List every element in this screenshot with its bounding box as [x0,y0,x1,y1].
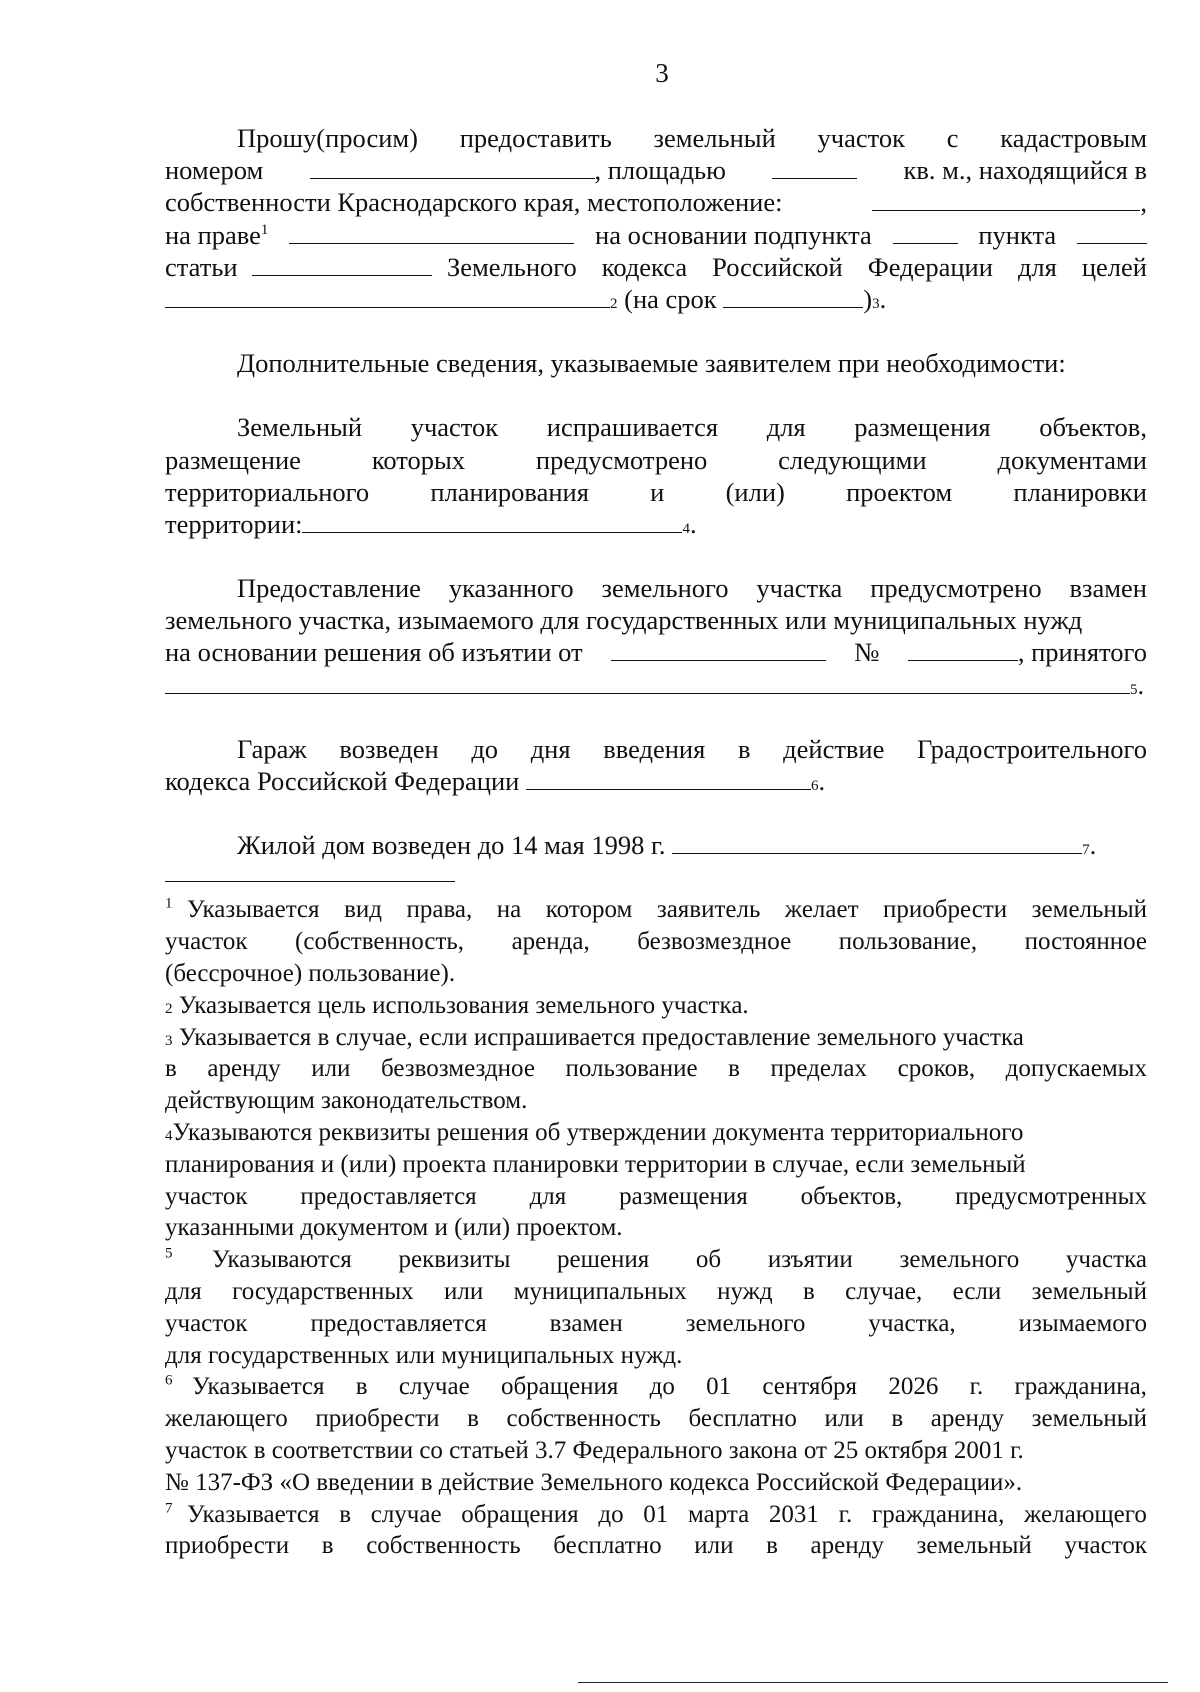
word: для [165,1277,202,1305]
word: предоставить [459,123,612,153]
word: 2026 [888,1373,939,1401]
text: . [818,766,826,796]
footnote-mark: 5 [165,1245,173,1262]
word: нужд [717,1277,773,1305]
decision-number-blank [908,638,1018,661]
word: безвозмездное [380,1055,535,1083]
word: 01 [706,1373,732,1401]
word: в [355,1373,368,1401]
word: желающего [165,1405,288,1433]
footnote-line [165,1371,1147,1403]
word: до [649,1373,675,1401]
word: возведен [339,733,439,764]
word: участок [817,123,905,153]
footnote-line [165,1467,1147,1499]
footnote-line: 2 Указывается цель использования земельного участка. [165,990,1147,1022]
word: участок [165,928,248,956]
word: размещение [165,444,301,475]
word: участка [1065,1246,1147,1274]
word: обращения [500,1373,619,1401]
garage-line-1 [165,733,1147,765]
word: аренда, [511,928,590,956]
word: 01 [643,1500,669,1528]
word: желает [784,896,859,924]
word: государственных [232,1277,414,1305]
replacement-line-2 [165,604,1147,636]
word: предоставляется [300,1182,477,1210]
text: номером [165,155,264,186]
text: Указываются реквизиты решения об утверждении документа территориального [172,1118,1024,1146]
text: Дополнительные сведения, указываемые заявителем при необходимости: [237,348,1066,379]
text: . [689,508,697,539]
footnote-line [165,1149,1147,1181]
purpose-blank [165,285,610,308]
planning-line-1 [165,411,1147,443]
word: случае [398,1373,470,1401]
text: , принятого [1017,637,1147,668]
word: аренду [930,1405,1005,1433]
text: участок в соответствии со статьей 3.7 Федерального закона от 25 октября 2001 г. [165,1436,1024,1464]
planning-docs-blank [302,510,682,533]
request-line-5 [165,251,1147,283]
word: права, [406,896,473,924]
word: размещения [619,1182,748,1210]
point-blank [1077,221,1147,244]
word: в [728,1055,740,1083]
word: обращения [461,1500,579,1528]
word: до [598,1500,624,1528]
word: предусмотренных [955,1182,1147,1210]
word: испрашивается [546,412,719,443]
word: бесплатно [553,1532,662,1560]
decision-date-blank [611,638,826,661]
word: земельного [899,1246,1020,1274]
word: Указывается [192,1373,325,1401]
text: на основании решения об изъятии от [165,637,583,668]
text: действующим законодательством. [165,1087,528,1115]
word: или [444,1277,484,1305]
replacement-line-3 [165,636,1147,668]
area-blank [772,156,857,179]
footnote-line [165,1181,1147,1213]
word: предоставляется [310,1309,487,1337]
word: об [695,1246,722,1274]
page-number: 3 [655,58,669,88]
footnote-line [165,1499,1147,1531]
footnote-line [165,894,1147,926]
word: в [467,1405,479,1433]
word: Земельного [447,251,577,282]
word: пользование [565,1055,698,1083]
text: (на срок [624,283,717,314]
word: гражданина, [871,1500,1005,1528]
footnote-line: 4 Указываются реквизиты решения об утверждении документа территориального [165,1117,1147,1149]
word: в [321,1532,334,1560]
additional-info-heading [165,347,1147,379]
word: для [1017,251,1057,282]
word: приобрести [883,896,1008,924]
word: Градостроительного [917,733,1147,764]
word: целей [1081,251,1147,282]
word: собственность [366,1532,521,1560]
word: для [529,1182,567,1210]
word: в [802,1277,815,1305]
replacement-line-1 [165,572,1147,604]
word: реквизиты [398,1246,511,1274]
planning-line-3 [165,476,1147,508]
text: кв. м., находящийся в [903,155,1147,186]
text: земельного участка, изымаемого для государственных или муниципальных нужд [165,605,1083,636]
text: кодекса Российской Федерации [165,766,520,796]
replacement-line-4: 5 . [165,669,1147,701]
footnote-line [165,1435,1147,1467]
word: г. [969,1373,984,1401]
word: Гараж [237,733,307,764]
word: приобрести [315,1405,440,1433]
word: пользование, [838,928,978,956]
word: решения [557,1246,650,1274]
word: проектом [846,476,953,507]
word: случае, [845,1277,923,1305]
word: и [650,476,665,507]
word: земельного [685,1309,806,1337]
text: планирования и (или) проекта планировки территории в случае, если земельный [165,1150,1026,1178]
word: введения [603,733,706,764]
text: . [1089,830,1097,861]
word: кодекса [601,251,688,282]
footnote-4 [165,1117,1147,1244]
document-body [165,122,1147,1562]
text: пункта [978,219,1057,250]
word: сроков, [897,1055,976,1083]
garage-blank [526,767,811,790]
word: земельный [1031,1405,1147,1433]
word: объектов, [800,1182,903,1210]
word: участок [410,412,499,443]
word: котором [545,896,633,924]
garage-line-2: кодекса Российской Федерации 6 . [165,766,826,796]
word: участок [1064,1532,1147,1560]
word: Указывается [187,1500,320,1528]
word: предусмотрено [870,573,1042,604]
footnote-ref: 1 [260,221,269,238]
house-blank [672,831,1082,854]
word: земельного [601,573,729,604]
term-blank [723,285,863,308]
word: вид [344,896,382,924]
word: документами [997,444,1147,475]
footnote-line [165,1340,1147,1372]
location-blank [872,188,1140,211]
word: объектов, [1039,412,1147,443]
footnote-mark: 7 [165,1500,173,1517]
text: , площадью [594,155,726,186]
request-line-6: 2 (на срок ) 3 . [165,283,1147,315]
word: или [694,1532,734,1560]
footnote-line [165,1053,1147,1085]
word: Указываются [212,1246,352,1274]
request-line-4 [165,219,1147,251]
footnote-line [165,1276,1147,1308]
subpoint-blank [893,221,958,244]
word: случае [370,1500,442,1528]
cadastral-number-blank [310,156,595,179]
word: если [952,1277,1002,1305]
footnote-5 [165,1244,1147,1371]
word: территориального [165,476,370,507]
footnote-line [165,1212,1147,1244]
word: дня [530,733,571,764]
word: для [766,412,806,443]
word: действие [783,733,885,764]
word: Предоставление [237,573,421,604]
word: гражданина, [1014,1373,1147,1401]
word: аренду [810,1532,884,1560]
footnote-mark: 6 [165,1373,173,1389]
word: Федерации [867,251,993,282]
word: земельный [1031,1277,1147,1305]
word: с [946,123,959,153]
word: безвозмездное [637,928,792,956]
word: изымаемого [1018,1309,1147,1337]
footnote-line [165,1403,1147,1435]
word: муниципальных [513,1277,687,1305]
word: постоянное [1024,928,1147,956]
text: Указывается в случае, если испрашивается предоставление земельного участка [178,1023,1024,1051]
word: в [339,1500,352,1528]
text: на основании подпункта [595,219,872,250]
text: на праве [165,219,261,250]
word: земельный [653,123,776,153]
text: ) [863,283,873,314]
footnote-separator [165,881,455,882]
word: участка [756,573,843,604]
word: Земельный [237,412,363,443]
word: в [737,733,751,764]
text: . [879,283,887,314]
word: земельный [1031,896,1147,924]
footnote-3 [165,1022,1147,1117]
text: территории: [165,508,303,539]
word: изъятии [767,1246,853,1274]
word: или [824,1405,864,1433]
word: заявитель [656,896,761,924]
footnote-line [165,1244,1147,1276]
word: аренду [207,1055,281,1083]
text: Жилой дом возведен до 14 мая 1998 г. [237,830,666,861]
footnote-line [165,926,1147,958]
word: участок [165,1309,248,1337]
word: земельный [916,1532,1032,1560]
word: планирования [430,476,589,507]
house-line: Жилой дом возведен до 14 мая 1998 г. 7 . [237,830,1097,861]
garage-paragraph [165,733,1147,797]
word: участка, [868,1309,956,1337]
footnote-7 [165,1499,1147,1563]
word: размещения [854,412,991,443]
footnote-mark: 1 [165,896,173,913]
text: (бессрочное) пользование). [165,959,456,987]
text: собственности Краснодарского края, местоположение: [165,187,783,218]
footnote-line [165,1308,1147,1340]
word: или [311,1055,351,1083]
word: которых [371,444,466,475]
word: предусмотрено [535,444,708,475]
word: взамен [1069,573,1147,604]
word: 2031 [768,1500,819,1528]
word: (собственность, [295,928,465,956]
text: для государственных или муниципальных нужд. [165,1341,683,1369]
footnote-line [165,1085,1147,1117]
word: собственность [506,1405,661,1433]
word: взамен [549,1309,623,1337]
footnote-1 [165,894,1147,989]
request-paragraph [165,122,1147,315]
footnote-line [165,1530,1147,1562]
word: Указывается [187,896,320,924]
word: на [496,896,522,924]
word: в [165,1055,177,1083]
word: Прошу(просим) [237,123,418,153]
planning-line-4: территории: 4 . [165,508,697,539]
word: бесплатно [688,1405,797,1433]
word: следующими [778,444,927,475]
planning-line-2 [165,444,1147,476]
adopted-by-blank [165,671,1130,694]
footnotes [165,894,1147,1562]
word: приобрести [165,1532,290,1560]
word: до [471,733,499,764]
word: планировки [1013,476,1147,507]
bottom-rule [578,1682,1168,1683]
request-line-3 [165,186,1147,218]
footnote-line: 3 Указывается в случае, если испрашивается предоставление земельного участка [165,1022,1147,1054]
word: кадастровым [1000,123,1147,153]
word: в [766,1532,778,1560]
word: указанного [448,573,574,604]
planning-paragraph [165,411,1147,540]
text: указанными документом и (или) проектом. [165,1214,623,1242]
word: участок [165,1182,248,1210]
text: , [1140,187,1147,218]
word: (или) [725,476,785,507]
article-blank [252,253,432,276]
right-type-blank [289,221,574,244]
replacement-paragraph [165,572,1147,701]
word: в [891,1405,904,1433]
word: марта [687,1500,750,1528]
text: № 137-ФЗ «О введении в действие Земельного кодекса Российской Федерации». [165,1468,1023,1496]
footnote-6 [165,1371,1147,1498]
footnote-2 [165,990,1147,1022]
footnote-line [165,958,1147,990]
text: . [1137,669,1145,700]
text: статьи [165,251,238,282]
request-line-1 [165,122,1147,154]
request-line-2 [165,154,1147,186]
word: г. [838,1500,853,1528]
word: Российской [712,251,843,282]
text: Указывается цель использования земельного участка. [178,991,749,1019]
word: допускаемых [1005,1055,1147,1083]
text: № [854,637,880,668]
word: желающего [1024,1500,1147,1528]
word: сентября [762,1373,858,1401]
word: пределах [770,1055,868,1083]
